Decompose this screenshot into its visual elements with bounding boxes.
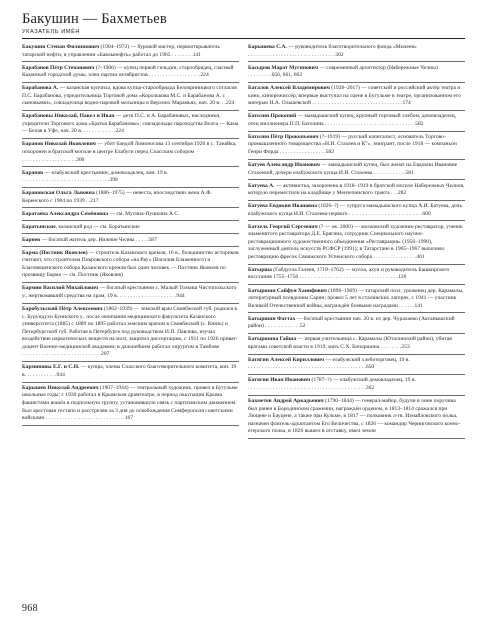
index-entry	[22, 113, 239, 139]
index-entry-description: — мамадышский купец, крупный торговый хлебом, домовладелец, отец миллионера П.П. Батолина	[248, 113, 457, 127]
index-entry-leader: . . . . . . . . . . . . . . . . . . . . . . . . . . . . . . . .	[22, 177, 110, 184]
index-entry	[248, 65, 465, 83]
index-entry	[22, 44, 239, 62]
index-entry-name: Барабанов Пётр Степанович	[22, 64, 95, 71]
index-entry-page: 656, 661, 662	[271, 72, 303, 79]
index-entry-description: — богатый крестьянин с. Малый Толкиш Чистопольского у., жертвовавший средства на храм, 19 в.	[22, 285, 237, 299]
index-entry-name: Батягин Иван Иванович	[248, 377, 311, 384]
index-entry-name: Баробульский Пётр Алексеевич	[22, 306, 103, 313]
index-entry	[22, 85, 239, 111]
index-entry-leader: . . . . . . . . . . . . . . . . . . .	[147, 72, 201, 79]
index-entry	[248, 267, 465, 285]
index-entry-leader: . . . . . . . . . . . . . . . . . . . . . . . . . . . . .	[44, 415, 125, 422]
index-entry	[22, 285, 239, 303]
index-entry-leader: . . . . . . . . . . . . . . . . . . . . . . . . . . .	[347, 210, 423, 217]
index-entry	[22, 170, 239, 188]
index-entry-page: 300	[76, 156, 85, 163]
index-entry-description: (1862–1939) — земский врач Свиябжской губ. родился в с. Буруидухи Буинского у., после окончания медицинского факультета Казанского университета (1885) с 1889 по 1895 работал земским врачом в Свиябжской (с. Князь) и Петербургской губ. Работая в Петербурге под руководством И.П. Павлова, изучал воздействие наркотических веществ на мозг, защитил диссертацию, с 1911 по 1926 приват-доцент Военно-медицинской академии; в дальнейшем работал хирургом в Тамбове	[22, 306, 238, 350]
index-entry-description: — елабужский крестьянин, домовладелец, кон. 19 в.	[43, 169, 169, 176]
index-entry-page: 167	[124, 415, 134, 422]
index-entry-leader: . .	[220, 100, 226, 107]
page-number: 968	[22, 603, 38, 614]
index-entry-page: 52	[299, 323, 306, 330]
index-entry-name: Батыршин Сайфун Ханифович	[248, 287, 327, 294]
index-entry-leader: . . . . . . . . . . . .	[372, 169, 406, 176]
index-entry-page: 253	[401, 343, 410, 350]
index-entry-name: Батуева Евдокия Ивановна	[248, 203, 317, 210]
index-entry-description: (1928–2017) — советский и российский актёр театра и кино, кинорежиссёр, впервые выступал на сцене в Бугульме в театре, организованном его матерью Н.А. Ольшевской	[248, 85, 461, 107]
index-entry	[22, 65, 239, 83]
index-entry-description: (1896–1969) — татарский поэт, уроженец дер. Карамалы, литературный псевдоним Сарин; провел 5 лет в сталинских лагерях, с 1941 — участник Великой Отечественной войны, награждён боевыми наградами	[248, 287, 464, 309]
index-entry-page: 362	[365, 384, 375, 391]
index-entry-page: 944	[56, 371, 65, 378]
index-entry-name: Батхель Георгий Сергеевич	[248, 223, 318, 230]
index-entry-page: 141	[414, 302, 423, 309]
index-entry-description: — елабужский хлеботорговец, 19 в.	[324, 356, 410, 363]
index-entry-description: — современный архитектор (Набережные Челны)	[317, 64, 438, 71]
index-entry-description: , казанский род — см. Боратынские	[55, 223, 140, 230]
page-header-title: Бакушин — Бахметьев	[22, 11, 167, 27]
index-entry-leader: . . . . . . . . . . . .	[82, 128, 116, 135]
index-entry-name: Барнев	[22, 236, 41, 243]
index-entry-leader: . . . . . .	[397, 302, 415, 309]
index-entry-page: 224	[115, 128, 124, 135]
index-entry-name: Батолин Пётр Прокопьевич	[248, 133, 319, 140]
index-entry	[22, 364, 239, 382]
index-entry	[248, 316, 465, 334]
index-entry-name: Барминовы Е.Г. и С.Н.	[22, 364, 80, 371]
index-entry-description: — убит бандой Ломоносова 13 сентября 1920 в с. Танайка, похоронен в братской могиле в центре Елабуги перед Спасским собором	[22, 141, 237, 155]
index-entry-description: (?–1919) — русский капиталист, основатель Торгово-промышленного товарищества «Н.И. Стахеев и К°», эмигрант, после 1918 — компаньон Генри Форда	[248, 133, 457, 155]
index-entry-description: — мамадышский купец, был женат на Евдокии Ивановне Стахеевой, дочери елабужского купца И.И. Стахеева	[248, 161, 458, 176]
index-entry-name: Барма (Постник Яковлев)	[22, 249, 88, 256]
index-entry	[22, 141, 239, 167]
index-entry-page: 582	[325, 148, 334, 155]
index-entry	[248, 113, 465, 131]
header-rule	[22, 38, 465, 39]
index-entry-leader: . . . . . . . . . . . . . . . . . . . . . . . . . . . . . . . . . . . . . . . . . . .	[248, 384, 366, 391]
index-entry-name: Баратаева Александра Семёновна	[22, 210, 109, 217]
index-entry-name: Барышев Николай Андреевич	[22, 384, 99, 391]
index-entry-leader: . . . . . . . . . . . . . . . . . . . . . . . . . . . . . . . .	[248, 51, 336, 58]
index-entry-description: (1787–?) — елабужский домовладелец, 19 в.	[310, 377, 416, 384]
index-entry	[248, 203, 465, 221]
index-entry-description: (1904–1972) — буровой мастер, первооткрыватель татарской нефти, в управлении «Бавлынефть» работал до 1965	[22, 44, 220, 58]
index-entry-name: Батырша	[248, 266, 272, 273]
index-entry-leader: . . .	[389, 190, 398, 197]
index-entry-description: — активистка, захоронена в 1918–1919 в братской могиле Набережных Челнов, которую переместили на кладбище у Мензелинского тракта	[248, 182, 465, 197]
index-entry-name: Баратынские	[22, 223, 56, 230]
index-entry	[248, 162, 465, 180]
index-entry	[248, 288, 465, 314]
index-entry-description: (1886–1975) — невеста, впоследствии жена А.Ф. Керенского с 1904 по 1939	[22, 190, 212, 204]
index-entry-name: Баранов Николай Яковлевич	[22, 141, 96, 148]
index-entry-name: Батягин Алексей Кириллович	[248, 356, 325, 363]
index-entry-page: 126	[398, 274, 407, 281]
page-header-subtitle: УКАЗАТЕЛЬ ИМЁН	[22, 29, 81, 35]
index-entry-name: Барабанова А.	[22, 85, 59, 92]
index-entry-name: Бакушин Степан Филиппович	[22, 44, 100, 50]
index-entry-name: Барышева С.А.	[248, 44, 287, 50]
index-entry-description: — богатый крестьянин нач. 20 в. из дер. Чурахаево (Актанышский район)	[248, 315, 455, 330]
index-entry-page: 207	[101, 351, 110, 358]
index-entry	[22, 211, 239, 222]
index-entry-leader: . . . . . . . . . . . . . . . . . . . . . . . . . . . . . . . . .	[310, 100, 403, 107]
index-entry-page: 217	[90, 197, 99, 204]
index-entry-description: — см. Мусина-Пушкина А.С.	[108, 210, 180, 217]
index-entry-description: — строитель Казанского кремля, 16 в., большинство историков считают, что строителем Покровского собора «на Рву» (Василия Блаженного) и Благовещенского собора Казанского кремля был один человек — Постник Яковлев по прозвищу Барма — см. Постник (Яковлев)	[22, 249, 239, 279]
index-entry	[248, 44, 465, 62]
index-entry	[22, 190, 239, 208]
index-entry-page: 582	[415, 120, 424, 127]
index-entry-name: Бармин Василий Михайлович	[22, 285, 99, 292]
index-entry	[22, 306, 239, 362]
left-column	[22, 44, 239, 428]
index-entry-leader: . . . . . . . .	[379, 343, 402, 350]
index-entry-description: — купцы, члены Спасского благотворительного комитета, кон. 19 в.	[22, 364, 237, 378]
index-entry	[248, 85, 465, 111]
index-entry-leader: . . . . . . . . . . . . . . . . . . . . . . . . . . . . .	[22, 351, 102, 358]
index-entry-description: (? — ок. 2000) — московский художник-реставратор, ученик знаменитого реставратора Д.Е. Брягина, сотрудник Специального научно-реставрационного художественного объединения «Реставрация» (1956–1990), заслуженный деятель искусств РСФСР (1991); в Татарстане в 1965–1967 выполнял реставрацию фресок Свияжского Успенского собора	[248, 223, 463, 260]
index-entry	[248, 377, 465, 395]
index-entry-page: 302	[335, 51, 344, 58]
index-entry-description: — дети П.С. и А. Барабановых, наследники, учредители Торгового дома «Братья Барабановы»; совладельцы пароходства Волга — Кама — Белая в Уфе, нач. 20 в.	[22, 113, 239, 135]
index-entry-leader: . . . . . . . .	[170, 51, 193, 58]
index-entry-description: (Габдулла Галеев, 1710–1762) — мулла, ахун и руководитель Башкирского восстания 1755–1756	[248, 266, 450, 281]
index-entry-page: 282	[397, 190, 407, 197]
index-entry	[22, 250, 239, 283]
index-entry-name: Баталов Алексей Владимирович	[248, 85, 330, 92]
index-entry-page: 600	[422, 210, 431, 217]
index-entry	[22, 237, 239, 248]
index-entry-name: Батыршин Фаттах	[248, 315, 296, 322]
index-entry-name: Басыров Марат Мугинович	[248, 64, 318, 71]
index-entry-page: 224	[225, 100, 235, 107]
index-entry-leader: . . . . . . . . . . . . . . . . .	[278, 148, 326, 155]
index-entry-name: Баранов	[22, 169, 44, 176]
index-entry	[248, 224, 465, 265]
index-entry-leader: . . . . . . . . .	[248, 72, 272, 79]
index-entry-page: 174	[402, 100, 411, 107]
index-entry-description: (?–1906) — купец первой гильдии, старообрядец, гласный Казанской городской думы, член партии октябристов	[22, 64, 234, 79]
index-entry-description: (1826–?) — супруга мамадышского купца А.И. Батуева, дочь елабужского купца И.И. Стахеева-первого	[248, 203, 462, 217]
index-entry-name: Барановская Ольга Львовна	[22, 190, 95, 197]
index-entry-leader: . . . . .	[134, 236, 149, 243]
index-entry	[248, 398, 465, 439]
index-entry	[22, 385, 239, 426]
index-entry	[22, 224, 239, 235]
index-entry-description: — первая учительница с. Карамалы (Юталинский район), убитая врагами советской власти в 1919, мать С.Х. Батыршина	[248, 336, 452, 350]
index-entry	[248, 336, 465, 354]
index-entry-name: Батуева А.	[248, 182, 275, 189]
index-entry-leader: . . . . . . . . . . . . . . . . . . . . .	[118, 293, 177, 299]
index-entry-leader: . . . . . . . . . . . . .	[263, 323, 300, 330]
index-entry-page: 944	[176, 293, 185, 299]
index-entry-leader: . . . . . . . . . . . . . . . . . . . . . . . . . . . . . . . . . . . . . . . . . . .	[248, 364, 366, 371]
index-entry-page: 650	[365, 364, 375, 371]
index-entry	[248, 134, 465, 160]
index-entry-page: 224	[200, 72, 209, 79]
index-entry-leader: . . . . . . . . . . . . . . . . . . . . . . . . . . . . . . . . .	[323, 120, 416, 127]
index-entry-description: — богатый житель дер. Нижние Челны	[40, 236, 135, 243]
index-entry-page: 461	[416, 253, 425, 260]
index-entry-page: 141	[192, 51, 202, 58]
index-entry-leader: . . . . . . . . . . .	[26, 371, 57, 378]
index-entry-name: Батуев Александр Иванович	[248, 161, 321, 168]
index-entry-leader: . . . . . . . . . . . . . . . . . . . . . . . . . . . . . . . . . . . .	[298, 274, 399, 281]
index-entry-name: Бахметев Андрей Аркадьевич	[248, 397, 324, 404]
index-entry-description: (1907–1944) — театральный художник, провел в Бугульме школьные годы; с 1930 работал в Крымском драмтеатре, в период оккупации Крыма фашистами вошёл в подпольную группу, установившую связь с партизанским движением. Был арестован гестапо и расстрелян за 3 дня до освобождения Симферополя советскими войсками	[22, 384, 238, 422]
index-entry	[248, 183, 465, 201]
index-entry-leader: . . . . . . . . . . . . . . . .	[372, 253, 417, 260]
index-entry-description: (1790–1844) — генерал-майор, будучи в чине поручика был ранен в Бородинском сражении, награждён орденом, в 1813–1814 сражался при Люцене и Бауцене, а также при Кульме, в 1817 — полковник л-гв. Измайловского полка, назначен флигель-адъютантом Его Величества, с 1826 — командир Черниговского конно-егерского полка, в 1826 вышел в отставку, имел земли	[248, 397, 461, 435]
index-entry-name: Батыршина Гайша	[248, 336, 297, 343]
index-entry-name: Батолин Прокопий	[248, 113, 297, 120]
index-entry	[248, 357, 465, 375]
index-entry-description: — руководитель благотворительного фонда «Милеев»	[286, 44, 417, 50]
index-entry-description: — казанская купчиха, вдова купца-старообрядца Белокриницкого согласия П.С. Барабанова, учредительница Торговой дома «Королькова М.С. и Барабанова А. с сыновьями», совладелица водно-паровой мельницы в Верхних Марамьях, нач. 20 в.	[22, 85, 237, 107]
index-entry-page: 587	[148, 236, 157, 243]
index-entry-name: Барабановы Николай, Павел и Иван	[22, 113, 115, 120]
index-entry-leader: . . . . . . . . . . . . . . . . . . . .	[22, 156, 77, 163]
index-entry-page: 390	[109, 177, 118, 184]
right-column	[248, 44, 465, 441]
index-entry-page: 581	[405, 169, 414, 176]
index-entry-leader: . .	[84, 197, 91, 204]
